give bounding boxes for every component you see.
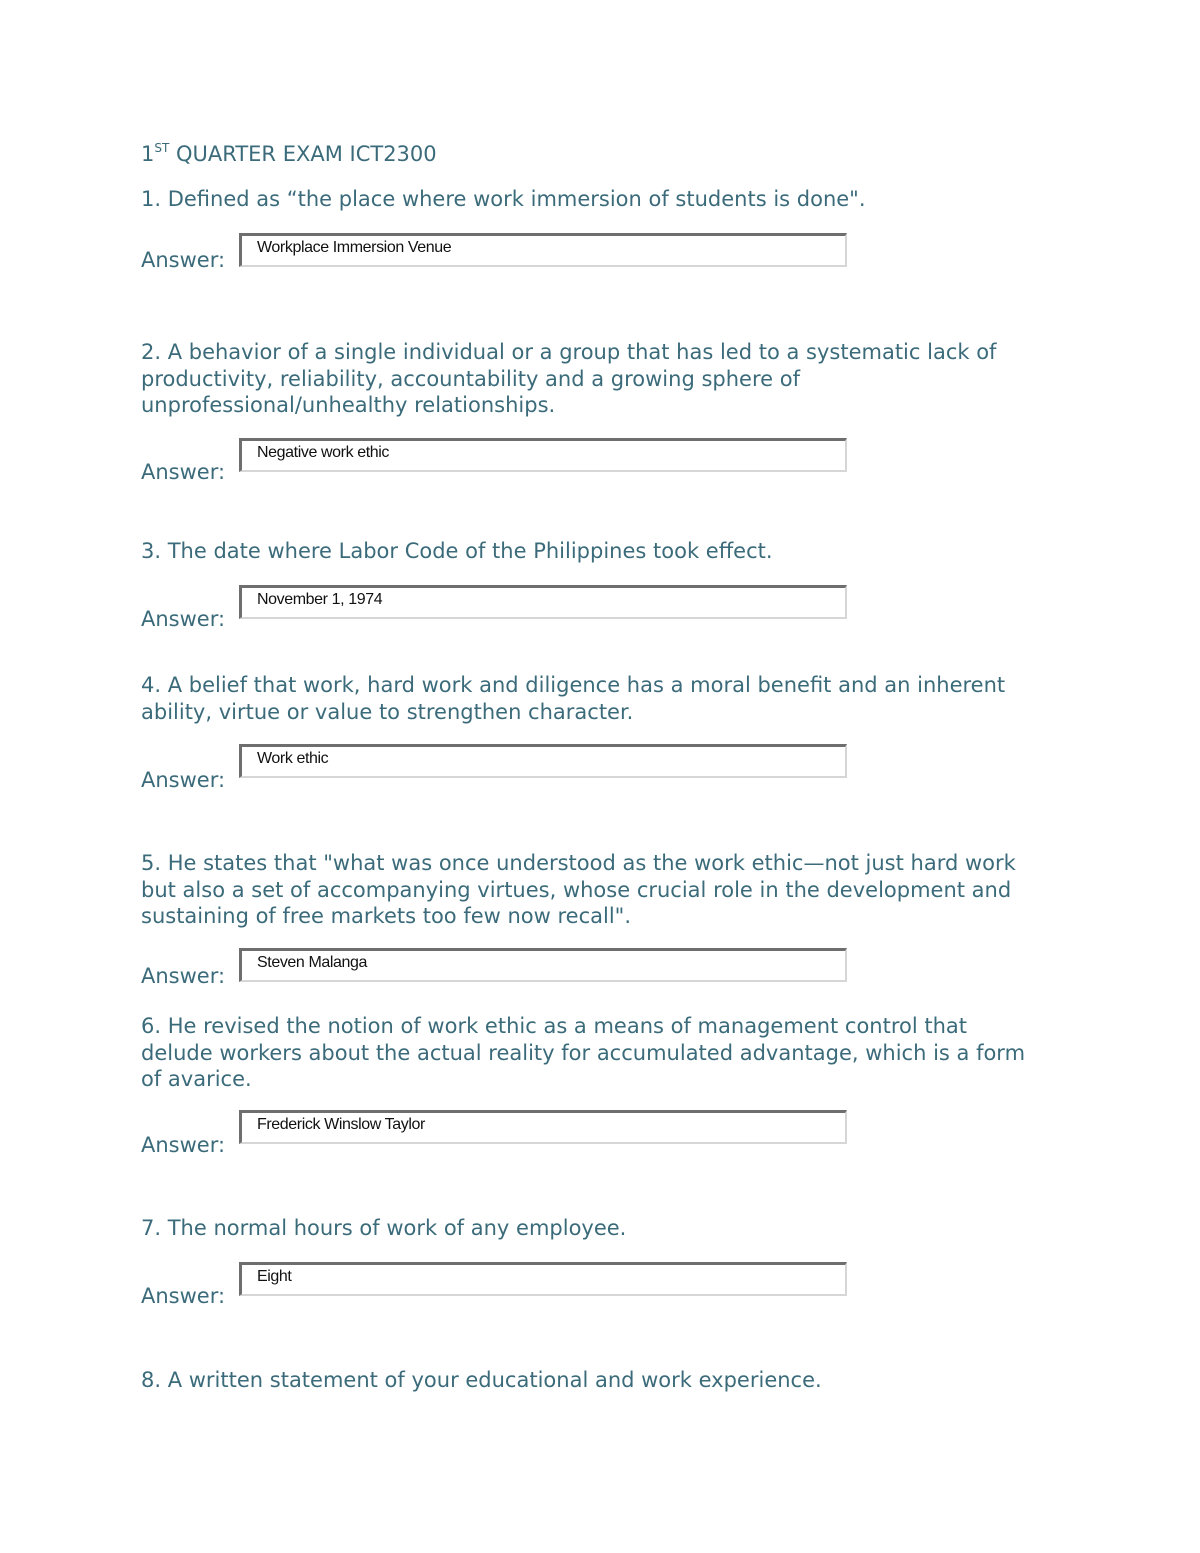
question-4: 4. A belief that work, hard work and diligence has a moral benefit and an inherent ability, virtue or value to strengthen character. — [141, 673, 1006, 724]
question-3: 3. The date where Labor Code of the Philippines took effect. — [141, 539, 773, 563]
answer-label-6: Answer: — [141, 1133, 226, 1157]
title-prefix: 1 — [141, 142, 155, 166]
answer-label-4: Answer: — [141, 768, 226, 792]
answer-field-2[interactable]: Negative work ethic — [239, 438, 847, 472]
question-5: 5. He states that "what was once understood as the work ethic—not just hard work but also a set of accompanying virtues, whose crucial role in the development and sustaining of free markets too few now recall". — [141, 851, 1016, 928]
answer-label-2: Answer: — [141, 460, 226, 484]
title-superscript: ST — [154, 141, 170, 155]
answer-field-7[interactable]: Eight — [239, 1262, 847, 1296]
answer-field-5[interactable]: Steven Malanga — [239, 948, 847, 982]
title-rest: QUARTER EXAM ICT2300 — [169, 142, 437, 166]
question-2: 2. A behavior of a single individual or a group that has led to a systematic lack of productivity, reliability, accountability and a growing sphere of unprofessional/unhealthy relationships. — [141, 340, 997, 417]
answer-field-3[interactable]: November 1, 1974 — [239, 585, 847, 619]
page-title — [141, 141, 437, 167]
question-1: 1. Defined as “the place where work immersion of students is done". — [141, 187, 866, 211]
question-8: 8. A written statement of your educational and work experience. — [141, 1368, 822, 1392]
answer-label-7: Answer: — [141, 1284, 226, 1308]
answer-field-1[interactable]: Workplace Immersion Venue — [239, 233, 847, 267]
answer-label-3: Answer: — [141, 607, 226, 631]
answer-field-6[interactable]: Frederick Winslow Taylor — [239, 1110, 847, 1144]
answer-label-1: Answer: — [141, 248, 226, 272]
question-6: 6. He revised the notion of work ethic as a means of management control that delude workers about the actual reality for accumulated advantage, which is a form of avarice. — [141, 1014, 1026, 1091]
answer-field-4[interactable]: Work ethic — [239, 744, 847, 778]
answer-label-5: Answer: — [141, 964, 226, 988]
question-7: 7. The normal hours of work of any employee. — [141, 1216, 627, 1240]
